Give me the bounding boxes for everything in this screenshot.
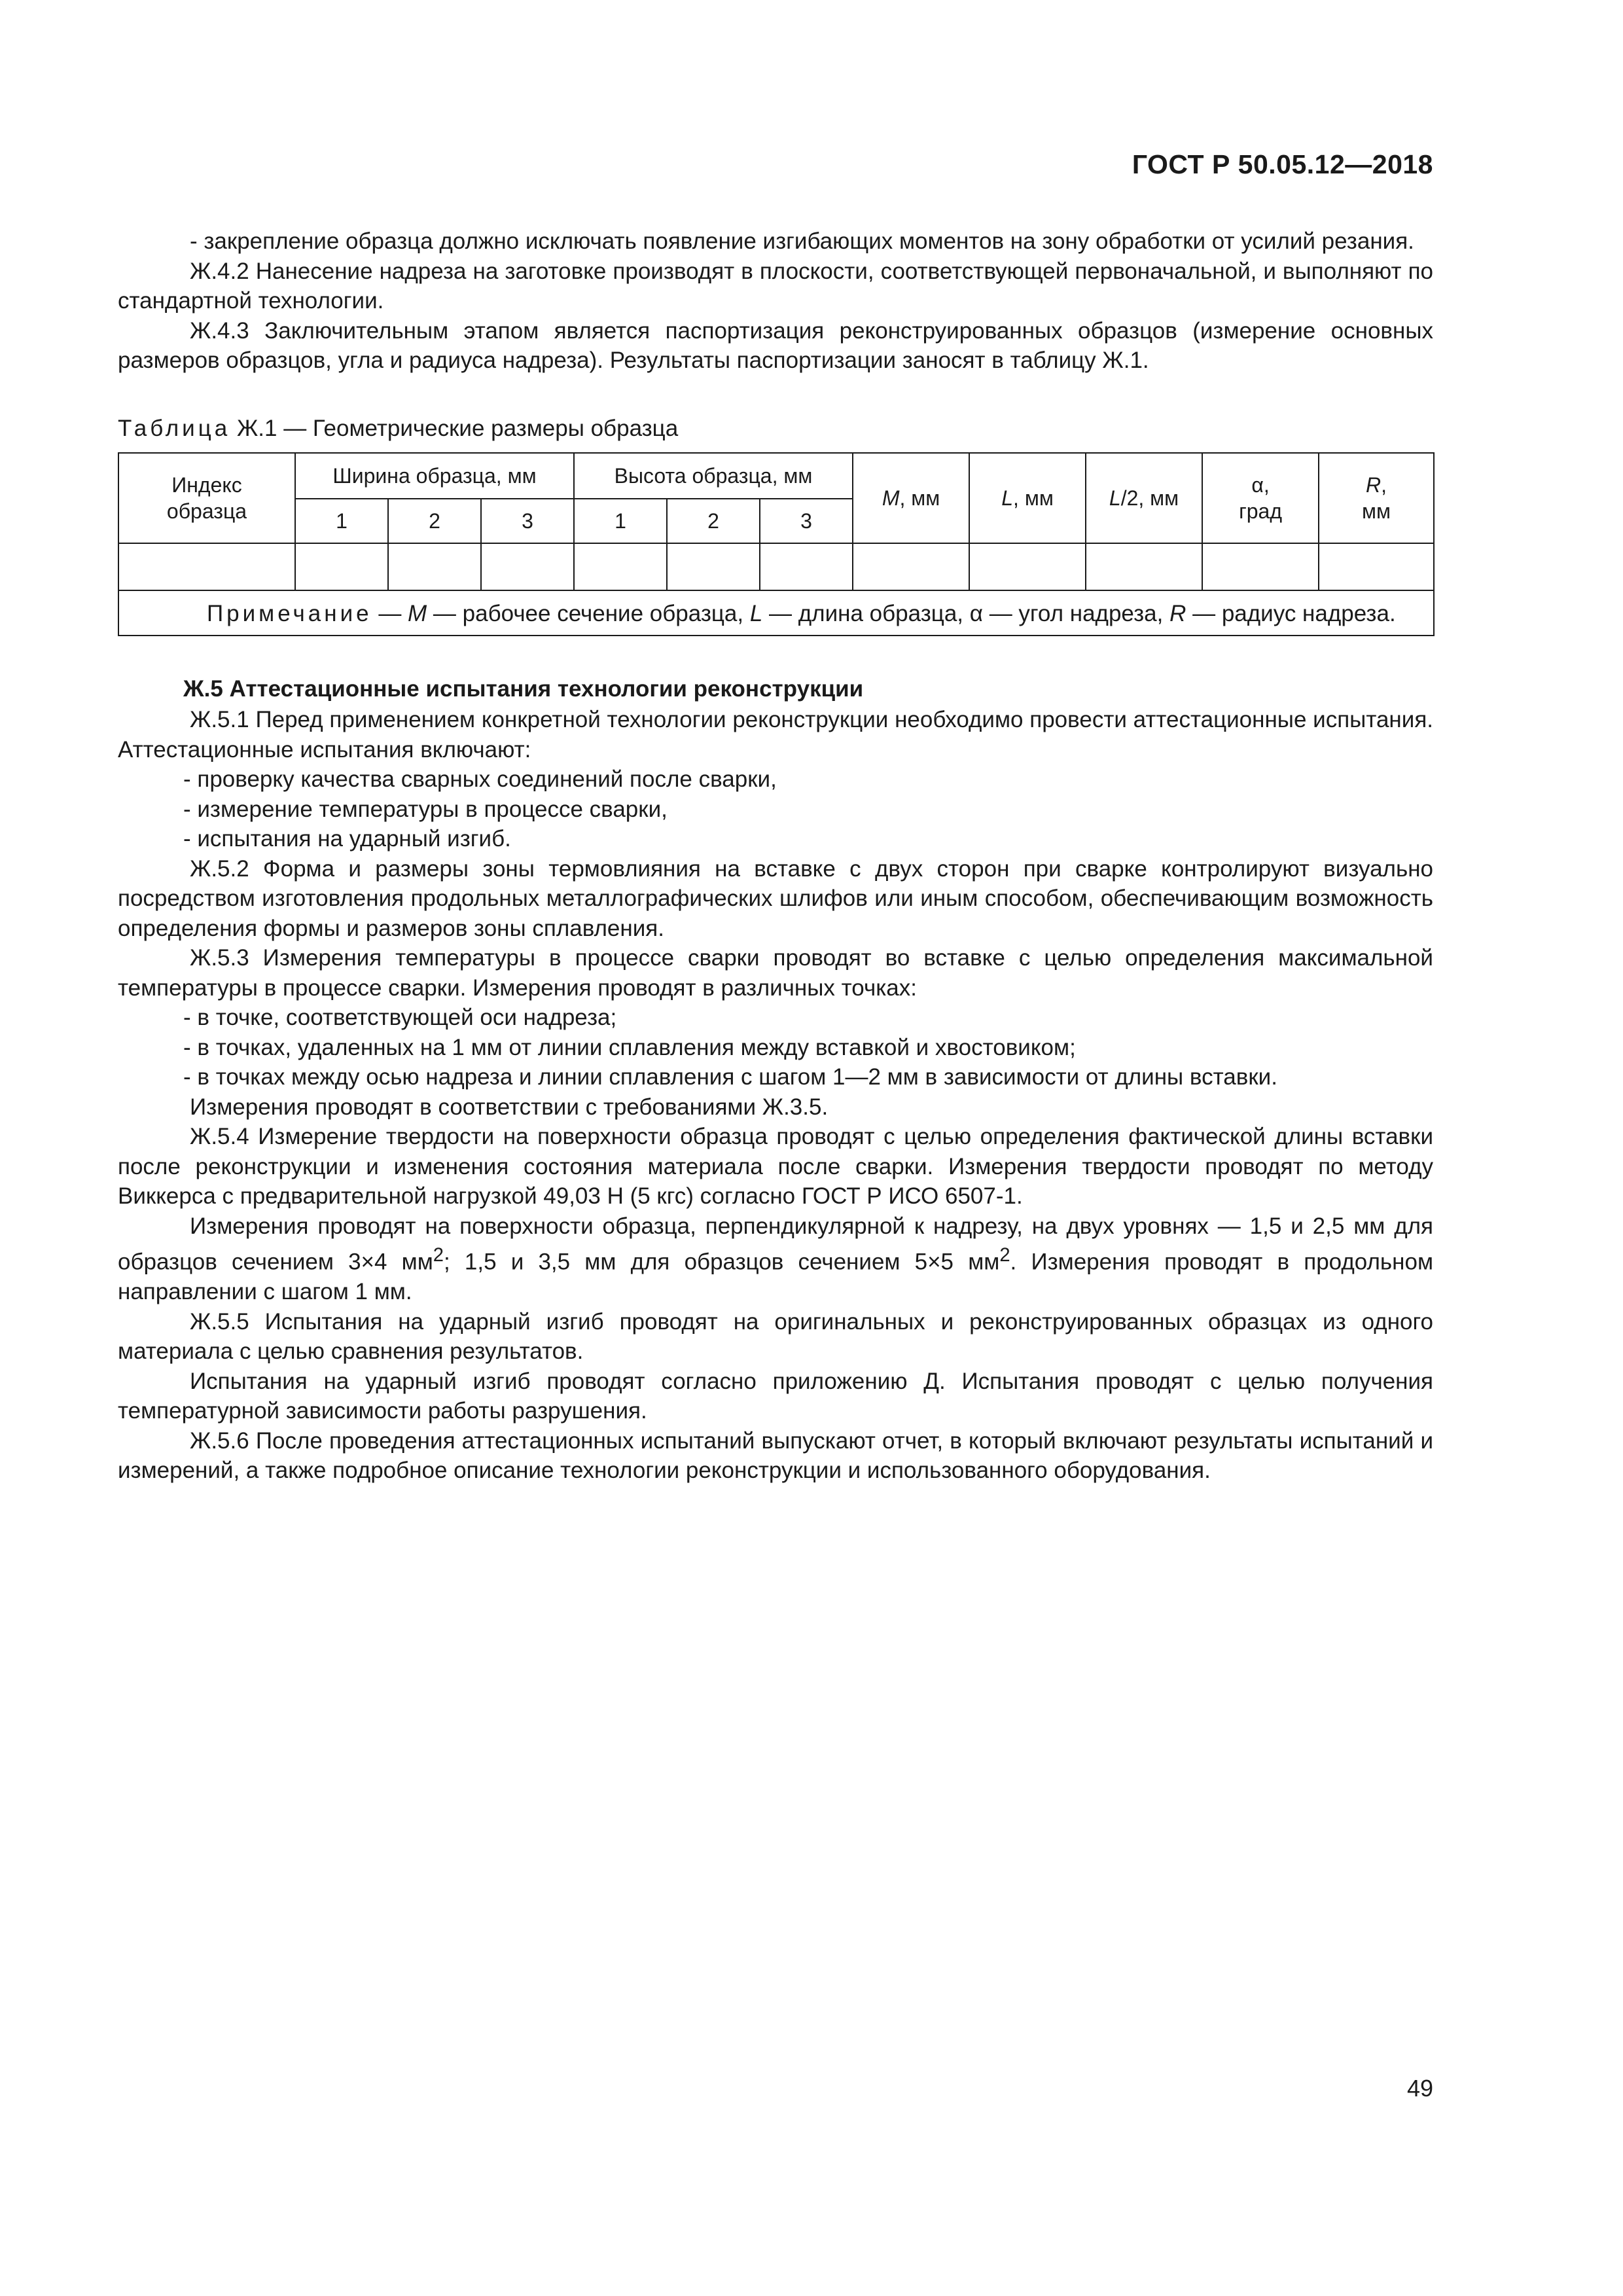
paragraph: Испытания на ударный изгиб проводят согласно приложению Д. Испытания проводят с целью получения температурной зависимости работы разрушения. xyxy=(118,1368,1433,1424)
paragraph: Ж.5.2 Форма и размеры зоны термовлияния на вставке с двух сторон при сварке контролируют визуально посредством изготовления продольных металлографических шлифов или иным способом, обеспечивающим возможность определения формы и размеров зоны сплавления. xyxy=(118,855,1433,941)
table-cell xyxy=(1202,543,1319,590)
table-caption xyxy=(118,414,1433,443)
page-content xyxy=(118,226,1433,1486)
table-caption-text: Ж.1 — Геометрические размеры образца xyxy=(236,415,679,441)
table-cell xyxy=(295,543,388,590)
list-item: - в точках, удаленных на 1 мм от линии сплавления между вставкой и хвостовиком; xyxy=(183,1034,1076,1060)
list-item: - проверку качества сварных соединений после сварки, xyxy=(183,766,777,792)
header-alpha: α, град xyxy=(1202,453,1319,543)
table-note-row xyxy=(118,590,1434,636)
table-cell xyxy=(1086,543,1202,590)
table-cell xyxy=(760,543,853,590)
table-cell xyxy=(667,543,760,590)
paragraph: Ж.5.4 Измерение твердости на поверхности образца проводят с целью определения фактической длины вставки после реконструкции и изменения состояния материала после сварки. Измерения твердости проводят по методу Виккерса с предварительной нагрузкой 49,03 Н (5 кгс) согласно ГОСТ Р ИСО 6507-1. xyxy=(118,1124,1433,1209)
table-caption-word: Таблица xyxy=(118,415,231,441)
header-m: M, мм xyxy=(853,453,969,543)
paragraph: - закрепление образца должно исключать появление изгибающих моментов на зону обработки от усилий резания. xyxy=(190,228,1414,254)
header-l: L, мм xyxy=(969,453,1086,543)
subheader-height-2: 2 xyxy=(667,499,760,543)
list-item: - в точке, соответствующей оси надреза; xyxy=(183,1005,617,1030)
header-height-group: Высота образца, мм xyxy=(574,453,853,499)
paragraph: Ж.4.3 Заключительным этапом является паспортизация реконструированных образцов (измерение основных размеров образцов, угла и радиуса надреза). Результаты паспортизации заносят в таблицу Ж.1. xyxy=(118,317,1433,373)
subheader-width-1: 1 xyxy=(295,499,388,543)
list-item: - испытания на ударный изгиб. xyxy=(183,826,511,852)
paragraph: Измерения проводят на поверхности образца, перпендикулярной к надрезу, на двух уровнях — 1,5 и 2,5 мм для образцов сечением 3×4 $мм^2$; 1,5 и 3,5 мм для образцов сечением 5×5 $мм^2$. Измерения проводят в продольном направлении с шагом 1 мм. xyxy=(118,1213,1434,1305)
table-cell xyxy=(481,543,574,590)
paragraph: Ж.5.6 После проведения аттестационных испытаний выпускают отчет, в который включают результаты испытаний и измерений, а также подробное описание технологии реконструкции и использованного оборудования. xyxy=(118,1427,1433,1484)
table-cell xyxy=(574,543,667,590)
note-label: Примечание xyxy=(207,600,372,626)
subheader-height-1: 1 xyxy=(574,499,667,543)
table-cell xyxy=(853,543,969,590)
header-l-half: L/2, мм xyxy=(1086,453,1202,543)
header-width-group: Ширина образца, мм xyxy=(295,453,574,499)
header-r: R, мм xyxy=(1319,453,1434,543)
subheader-width-3: 3 xyxy=(481,499,574,543)
table-cell xyxy=(388,543,481,590)
paragraph: Ж.4.2 Нанесение надреза на заготовке производят в плоскости, соответствующей первоначальной, и выполняют по стандартной технологии. xyxy=(118,258,1433,314)
table-note: Примечание — M — рабочее сечение образца, L — длина образца, α — угол надреза, R — радиус надреза. xyxy=(118,590,1434,636)
document-code: ГОСТ Р 50.05.12—2018 xyxy=(1132,149,1433,179)
paragraph: Измерения проводят в соответствии с требованиями Ж.3.5. xyxy=(190,1094,829,1120)
paragraph: Ж.5.5 Испытания на ударный изгиб проводят на оригинальных и реконструированных образцах из одного материала с целью сравнения результатов. xyxy=(118,1308,1433,1365)
document-page xyxy=(118,0,1433,2296)
table-cell xyxy=(969,543,1086,590)
header-index: Индекс образца xyxy=(118,453,295,543)
subheader-width-2: 2 xyxy=(388,499,481,543)
list-item: - в точках между осью надреза и линии сплавления с шагом 1—2 мм в зависимости от длины вставки. xyxy=(183,1064,1277,1090)
paragraph: Ж.5.1 Перед применением конкретной технологии реконструкции необходимо провести аттестационные испытания. Аттестационные испытания включают: xyxy=(118,707,1433,762)
subheader-height-3: 3 xyxy=(760,499,853,543)
section-title: Ж.5 Аттестационные испытания технологии реконструкции xyxy=(183,675,864,702)
table-cell xyxy=(1319,543,1434,590)
paragraph: Ж.5.3 Измерения температуры в процессе сварки проводят во вставке с целью определения максимальной температуры в процессе сварки. Измерения проводят в различных точках: xyxy=(118,945,1433,1001)
list-item: - измерение температуры в процессе сварки, xyxy=(183,796,668,822)
table-empty-row xyxy=(118,543,1434,590)
page-number: 49 xyxy=(1406,2075,1433,2102)
table-cell xyxy=(118,543,295,590)
dimensions-table xyxy=(118,452,1435,636)
table-header-row xyxy=(118,453,1434,499)
